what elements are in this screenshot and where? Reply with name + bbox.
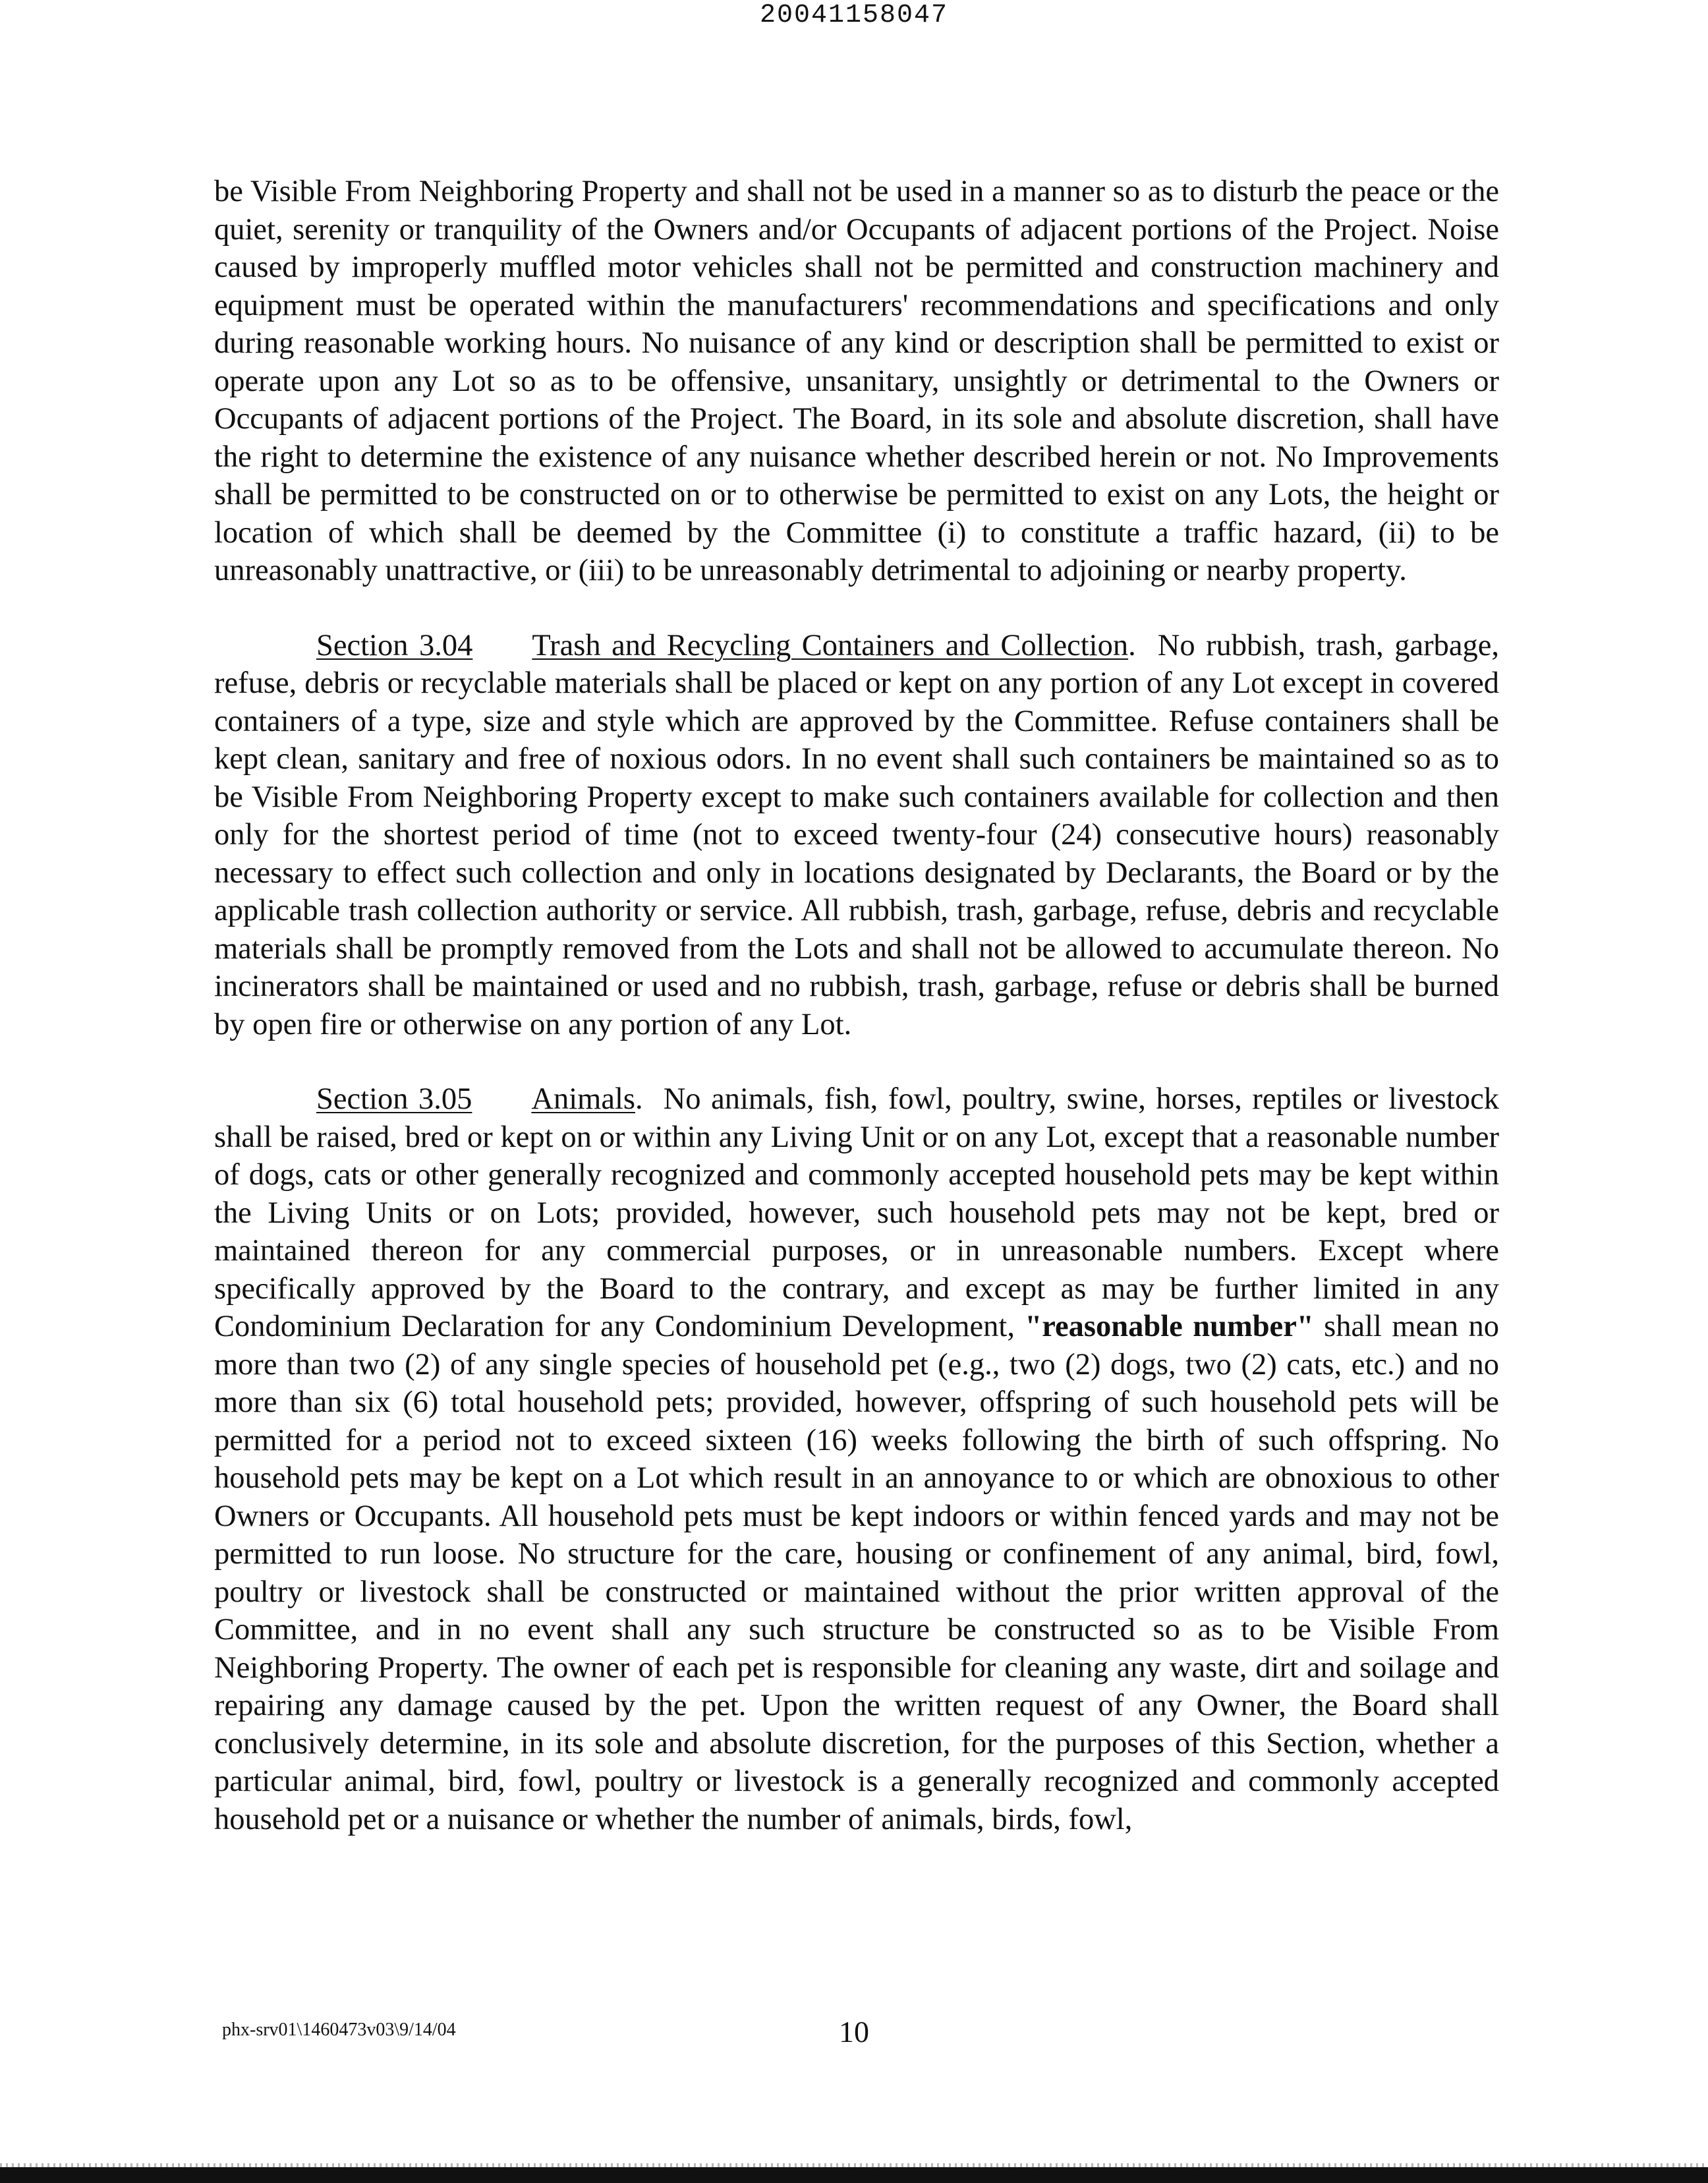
section-label: Section 3.04 (316, 628, 473, 662)
scan-edge-bar (0, 2167, 1708, 2183)
section-text-continued: shall mean no more than two (2) of any single species of household pet (e.g., two (2) dogs, two (2) cats, etc.) and no more than six (6) total household pets; provided, however, offspring of such household pets will be permitted for a period not to exceed sixteen (16) weeks following the birth of such offspring. No household pets may be kept on a Lot which result in an annoyance to or which are obnoxious to other Owners or Occupants. All household pets must be kept indoors or within fenced yards and may not be permitted to run loose. No structure for the care, housing or confinement of any animal, bird, fowl, poultry or livestock shall be constructed or maintained without the prior written approval of the Committee, and in no event shall any such structure be constructed so as to be Visible From Neighboring Property. The owner of each pet is responsible for cleaning any waste, dirt and soilage and repairing any damage caused by the pet. Upon the written request of any Owner, the Board shall conclusively determine, in its sole and absolute discretion, for the purposes of this Section, whether a particular animal, bird, fowl, poultry or livestock is a generally recognized and commonly accepted household pet or a nuisance or whether the number of animals, birds, fowl, (214, 1310, 1500, 1836)
document-number: 20041158047 (759, 1, 949, 30)
paragraph-nuisance: be Visible From Neighboring Property and shall not be used in a manner so as to disturb the peace or the quiet, serenity or tranquility of the Owners and/or Occupants of adjacent portions of the Project. Noise caused by improperly muffled motor vehicles shall not be permitted and construction machinery and equipment must be operated within the manufacturers' recommendations and specifications and only during reasonable working hours. No nuisance of any kind or description shall be permitted to exist or operate upon any Lot so as to be offensive, unsanitary, unsightly or detrimental to the Owners or Occupants of adjacent portions of the Project. The Board, in its sole and absolute discretion, shall have the right to determine the existence of any nuisance whether described herein or not. No Improvements shall be permitted to be constructed on or to otherwise be permitted to exist on any Lots, the height or location of which shall be deemed by the Committee (i) to constitute a traffic hazard, (ii) to be unreasonably unattractive, or (iii) to be unreasonably detrimental to adjoining or nearby property. (214, 175, 1499, 587)
section-title: Animals (531, 1082, 635, 1116)
file-reference: phx-srv01\1460473v03\9/14/04 (222, 2020, 456, 2040)
section-text: No animals, fish, fowl, poultry, swine, horses, reptiles or livestock shall be raised, bred or kept on or within any Living Unit or on any Lot, except that a reasonable number of dogs, cats or other generally recognized and commonly accepted household pets may be kept within the Living Units or on Lots; provided, however, such household pets may not be kept, bred or maintained thereon for any commercial purposes, or in unreasonable numbers. Except where specifically approved by the Board to the contrary, and except as may be further limited in any Condominium Declaration for any Condominium Development, (214, 1082, 1499, 1343)
section-text: No rubbish, trash, garbage, refuse, debris or recyclable materials shall be placed or kept on any portion of any Lot except in covered containers of a type, size and style which are approved by the Committee. Refuse containers shall be kept clean, sanitary and free of noxious odors. In no event shall such containers be maintained so as to be Visible From Neighboring Property except to make such containers available for collection and then only for the shortest period of time (not to exceed twenty-four (24) consecutive hours) reasonably necessary to effect such collection and only in locations designated by Declarants, the Board or by the applicable trash collection authority or service. All rubbish, trash, garbage, refuse, debris and recyclable materials shall be promptly removed from the Lots and shall not be allowed to accumulate thereon. No incinerators shall be maintained or used and no rubbish, trash, garbage, refuse or debris shall be burned by open fire or otherwise on any portion of any Lot. (214, 628, 1499, 1041)
section-3-04: Section 3.04 Trash and Recycling Containers and Collection. No rubbish, trash, garbage, refuse, debris or recyclable materials shall be placed or kept on any portion of any Lot except in covered containers of a type, size and style which are approved by the Committee. Refuse containers shall be kept clean, sanitary and free of noxious odors. In no event shall such containers be maintained so as to be Visible From Neighboring Property except to make such containers available for collection and then only for the shortest period of time (not to exceed twenty-four (24) consecutive hours) reasonably necessary to effect such collection and only in locations designated by Declarants, the Board or by the applicable trash collection authority or service. All rubbish, trash, garbage, refuse, debris and recyclable materials shall be promptly removed from the Lots and shall not be allowed to accumulate thereon. No incinerators shall be maintained or used and no rubbish, trash, garbage, refuse or debris shall be burned by open fire or otherwise on any portion of any Lot. (214, 628, 1499, 1041)
defined-term: "reasonable number" (1025, 1310, 1314, 1343)
document-body (214, 173, 1499, 1838)
page-number: 10 (839, 2015, 869, 2049)
section-label: Section 3.05 (316, 1082, 472, 1116)
section-3-05: Section 3.05 Animals. No animals, fish, fowl, poultry, swine, horses, reptiles or livestock shall be raised, bred or kept on or within any Living Unit or on any Lot, except that a reasonable number of dogs, cats or other generally recognized and commonly accepted household pets may be kept within the Living Units or on Lots; provided, however, such household pets may not be kept, bred or maintained thereon for any commercial purposes, or in unreasonable numbers. Except where specifically approved by the Board to the contrary, and except as may be further limited in any Condominium Declaration for any Condominium Development, "reasonable number" shall mean no more than two (2) of any single species of household pet (e.g., two (2) dogs, two (2) cats, etc.) and no more than six (6) total household pets; provided, however, offspring of such household pets will be permitted for a period not to exceed sixteen (16) weeks following the birth of such offspring. No household pets may be kept on a Lot which result in an annoyance to or which are obnoxious to other Owners or Occupants. All household pets must be kept indoors or within fenced yards and may not be permitted to run loose. No structure for the care, housing or confinement of any animal, bird, fowl, poultry or livestock shall be constructed or maintained without the prior written approval of the Committee, and in no event shall any such structure be constructed so as to be Visible From Neighboring Property. The owner of each pet is responsible for cleaning any waste, dirt and soilage and repairing any damage caused by the pet. Upon the written request of any Owner, the Board shall conclusively determine, in its sole and absolute discretion, for the purposes of this Section, whether a particular animal, bird, fowl, poultry or livestock is a generally recognized and commonly accepted household pet or a nuisance or whether the number of animals, birds, fowl, (214, 1082, 1500, 1836)
section-title: Trash and Recycling Containers and Collection (532, 628, 1129, 662)
